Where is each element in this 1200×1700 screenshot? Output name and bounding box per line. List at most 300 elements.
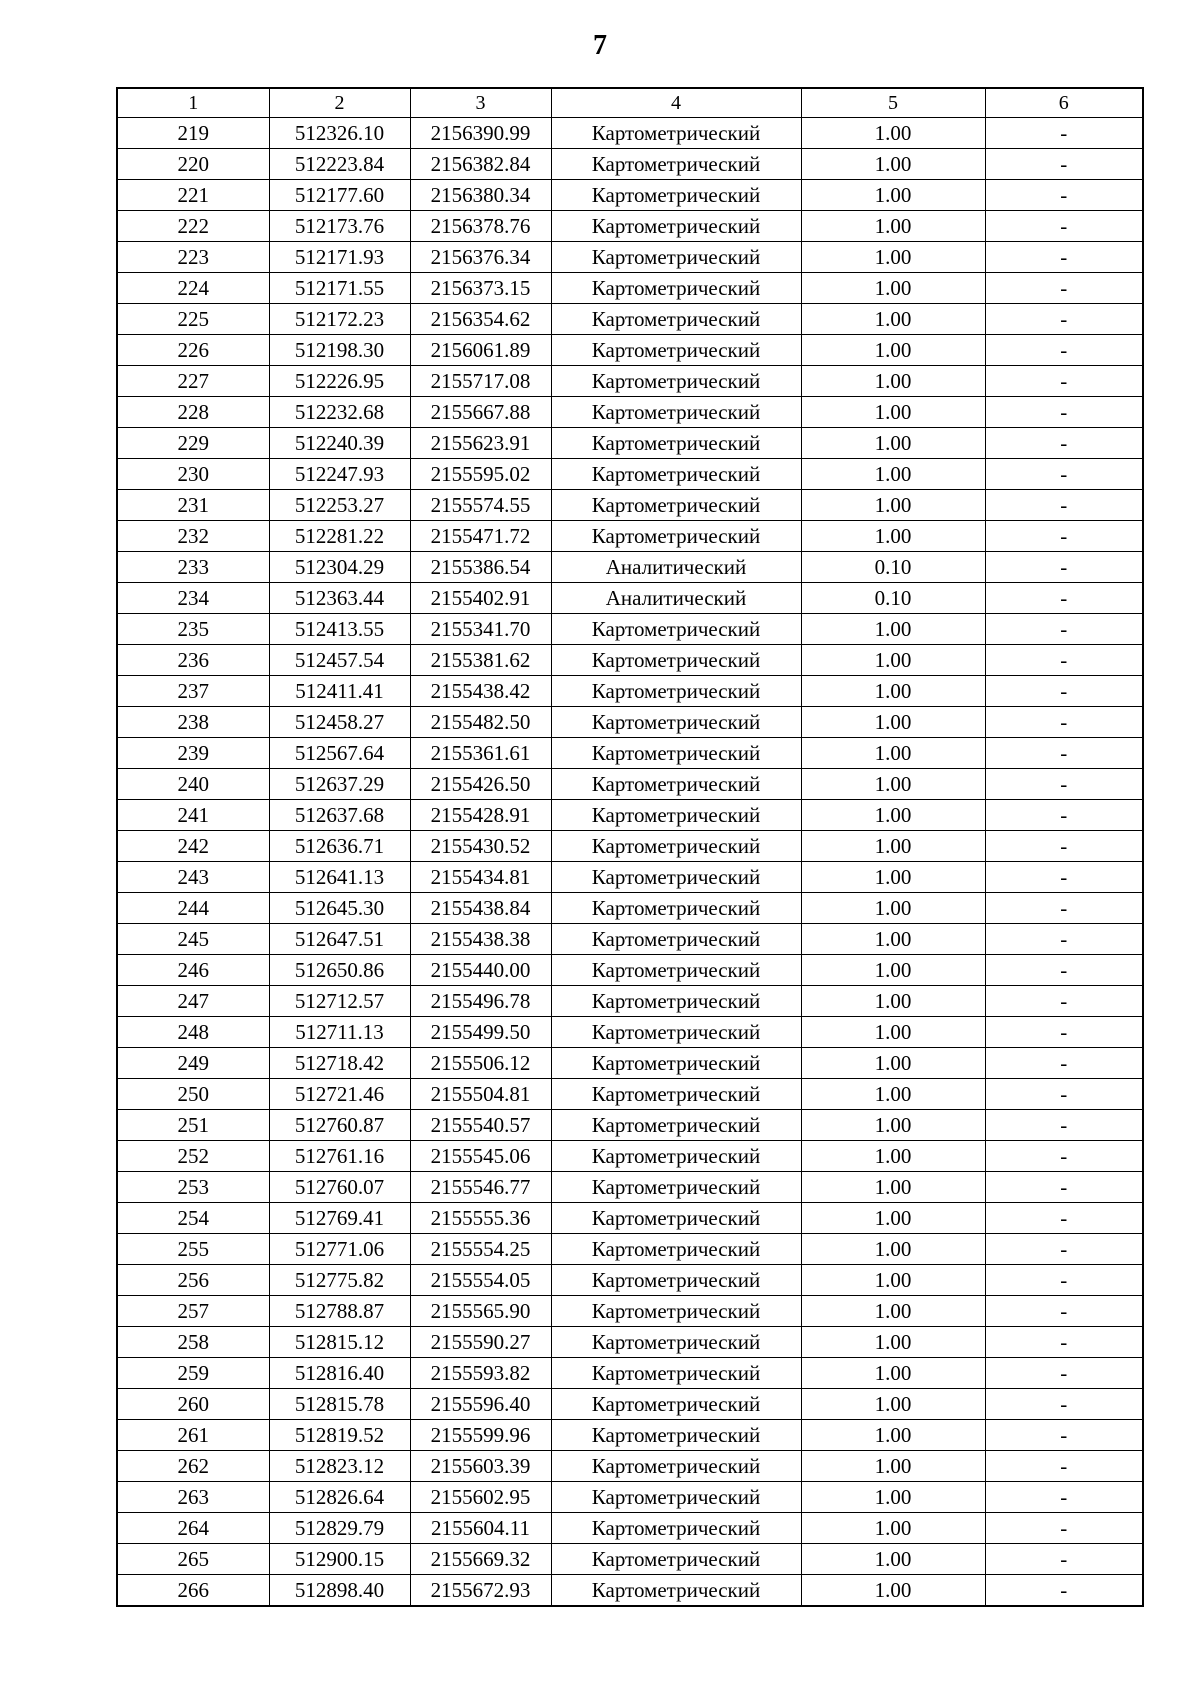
y-coordinate-cell: 2156354.62 — [410, 304, 551, 335]
x-coordinate-cell: 512636.71 — [269, 831, 410, 862]
point-number-cell: 250 — [117, 1079, 269, 1110]
y-coordinate-cell: 2155438.42 — [410, 676, 551, 707]
table-row — [117, 366, 1143, 397]
accuracy-cell: 1.00 — [801, 459, 985, 490]
table-row — [117, 1172, 1143, 1203]
accuracy-cell: 1.00 — [801, 366, 985, 397]
table-row — [117, 335, 1143, 366]
point-number-cell: 252 — [117, 1141, 269, 1172]
description-cell: - — [985, 118, 1143, 149]
description-cell: - — [985, 1327, 1143, 1358]
x-coordinate-cell: 512712.57 — [269, 986, 410, 1017]
x-coordinate-cell: 512788.87 — [269, 1296, 410, 1327]
method-cell: Картометрический — [551, 986, 801, 1017]
method-cell: Картометрический — [551, 521, 801, 552]
accuracy-cell: 1.00 — [801, 521, 985, 552]
table-row — [117, 1141, 1143, 1172]
table-row — [117, 738, 1143, 769]
description-cell: - — [985, 459, 1143, 490]
x-coordinate-cell: 512645.30 — [269, 893, 410, 924]
x-coordinate-cell: 512826.64 — [269, 1482, 410, 1513]
accuracy-cell: 1.00 — [801, 273, 985, 304]
description-cell: - — [985, 1141, 1143, 1172]
description-cell: - — [985, 800, 1143, 831]
point-number-cell: 226 — [117, 335, 269, 366]
point-number-cell: 259 — [117, 1358, 269, 1389]
description-cell: - — [985, 521, 1143, 552]
table-row — [117, 1420, 1143, 1451]
description-cell: - — [985, 862, 1143, 893]
accuracy-cell: 1.00 — [801, 893, 985, 924]
x-coordinate-cell: 512172.23 — [269, 304, 410, 335]
description-cell: - — [985, 583, 1143, 614]
table-row — [117, 521, 1143, 552]
method-cell: Картометрический — [551, 428, 801, 459]
method-cell: Картометрический — [551, 180, 801, 211]
method-cell: Картометрический — [551, 397, 801, 428]
accuracy-cell: 1.00 — [801, 831, 985, 862]
x-coordinate-cell: 512637.68 — [269, 800, 410, 831]
accuracy-cell: 1.00 — [801, 1451, 985, 1482]
y-coordinate-cell: 2155499.50 — [410, 1017, 551, 1048]
description-cell: - — [985, 1296, 1143, 1327]
method-cell: Картометрический — [551, 1389, 801, 1420]
description-cell: - — [985, 1265, 1143, 1296]
x-coordinate-cell: 512815.12 — [269, 1327, 410, 1358]
method-cell: Картометрический — [551, 1141, 801, 1172]
column-header: 4 — [551, 88, 801, 118]
accuracy-cell: 1.00 — [801, 1172, 985, 1203]
y-coordinate-cell: 2155667.88 — [410, 397, 551, 428]
x-coordinate-cell: 512641.13 — [269, 862, 410, 893]
table-row — [117, 1482, 1143, 1513]
accuracy-cell: 1.00 — [801, 707, 985, 738]
accuracy-cell: 1.00 — [801, 1420, 985, 1451]
point-number-cell: 258 — [117, 1327, 269, 1358]
y-coordinate-cell: 2155426.50 — [410, 769, 551, 800]
column-header: 6 — [985, 88, 1143, 118]
y-coordinate-cell: 2155361.61 — [410, 738, 551, 769]
description-cell: - — [985, 552, 1143, 583]
description-cell: - — [985, 1575, 1143, 1607]
y-coordinate-cell: 2155496.78 — [410, 986, 551, 1017]
column-header: 3 — [410, 88, 551, 118]
accuracy-cell: 1.00 — [801, 1389, 985, 1420]
description-cell: - — [985, 1110, 1143, 1141]
point-number-cell: 233 — [117, 552, 269, 583]
method-cell: Картометрический — [551, 1544, 801, 1575]
point-number-cell: 265 — [117, 1544, 269, 1575]
method-cell: Картометрический — [551, 1017, 801, 1048]
method-cell: Картометрический — [551, 1482, 801, 1513]
y-coordinate-cell: 2155574.55 — [410, 490, 551, 521]
point-number-cell: 219 — [117, 118, 269, 149]
description-cell: - — [985, 893, 1143, 924]
method-cell: Картометрический — [551, 149, 801, 180]
y-coordinate-cell: 2155595.02 — [410, 459, 551, 490]
x-coordinate-cell: 512177.60 — [269, 180, 410, 211]
table-row — [117, 459, 1143, 490]
y-coordinate-cell: 2156373.15 — [410, 273, 551, 304]
y-coordinate-cell: 2155596.40 — [410, 1389, 551, 1420]
table-row — [117, 242, 1143, 273]
description-cell: - — [985, 211, 1143, 242]
x-coordinate-cell: 512760.07 — [269, 1172, 410, 1203]
method-cell: Картометрический — [551, 955, 801, 986]
x-coordinate-cell: 512198.30 — [269, 335, 410, 366]
y-coordinate-cell: 2155604.11 — [410, 1513, 551, 1544]
accuracy-cell: 1.00 — [801, 1017, 985, 1048]
accuracy-cell: 1.00 — [801, 397, 985, 428]
y-coordinate-cell: 2155440.00 — [410, 955, 551, 986]
method-cell: Картометрический — [551, 1079, 801, 1110]
x-coordinate-cell: 512411.41 — [269, 676, 410, 707]
method-cell: Картометрический — [551, 1172, 801, 1203]
table-row — [117, 1544, 1143, 1575]
y-coordinate-cell: 2155402.91 — [410, 583, 551, 614]
description-cell: - — [985, 180, 1143, 211]
description-cell: - — [985, 1172, 1143, 1203]
table-row — [117, 304, 1143, 335]
description-cell: - — [985, 490, 1143, 521]
description-cell: - — [985, 645, 1143, 676]
description-cell: - — [985, 831, 1143, 862]
y-coordinate-cell: 2156382.84 — [410, 149, 551, 180]
x-coordinate-cell: 512823.12 — [269, 1451, 410, 1482]
table-row — [117, 831, 1143, 862]
point-number-cell: 240 — [117, 769, 269, 800]
accuracy-cell: 1.00 — [801, 1110, 985, 1141]
x-coordinate-cell: 512829.79 — [269, 1513, 410, 1544]
y-coordinate-cell: 2155504.81 — [410, 1079, 551, 1110]
x-coordinate-cell: 512173.76 — [269, 211, 410, 242]
y-coordinate-cell: 2155590.27 — [410, 1327, 551, 1358]
table-row — [117, 986, 1143, 1017]
table-row — [117, 924, 1143, 955]
method-cell: Картометрический — [551, 645, 801, 676]
point-number-cell: 248 — [117, 1017, 269, 1048]
method-cell: Картометрический — [551, 769, 801, 800]
method-cell: Картометрический — [551, 831, 801, 862]
point-number-cell: 256 — [117, 1265, 269, 1296]
x-coordinate-cell: 512458.27 — [269, 707, 410, 738]
point-number-cell: 238 — [117, 707, 269, 738]
accuracy-cell: 1.00 — [801, 1048, 985, 1079]
method-cell: Картометрический — [551, 893, 801, 924]
x-coordinate-cell: 512171.93 — [269, 242, 410, 273]
point-number-cell: 230 — [117, 459, 269, 490]
description-cell: - — [985, 1513, 1143, 1544]
accuracy-cell: 1.00 — [801, 1544, 985, 1575]
table-row — [117, 1203, 1143, 1234]
point-number-cell: 231 — [117, 490, 269, 521]
method-cell: Картометрический — [551, 1265, 801, 1296]
point-number-cell: 224 — [117, 273, 269, 304]
method-cell: Картометрический — [551, 738, 801, 769]
method-cell: Картометрический — [551, 1203, 801, 1234]
method-cell: Картометрический — [551, 490, 801, 521]
description-cell: - — [985, 707, 1143, 738]
x-coordinate-cell: 512223.84 — [269, 149, 410, 180]
accuracy-cell: 1.00 — [801, 676, 985, 707]
accuracy-cell: 1.00 — [801, 1296, 985, 1327]
accuracy-cell: 1.00 — [801, 149, 985, 180]
x-coordinate-cell: 512240.39 — [269, 428, 410, 459]
description-cell: - — [985, 986, 1143, 1017]
point-number-cell: 261 — [117, 1420, 269, 1451]
point-number-cell: 225 — [117, 304, 269, 335]
point-number-cell: 220 — [117, 149, 269, 180]
header-row — [117, 88, 1143, 118]
y-coordinate-cell: 2155672.93 — [410, 1575, 551, 1607]
x-coordinate-cell: 512760.87 — [269, 1110, 410, 1141]
accuracy-cell: 1.00 — [801, 614, 985, 645]
point-number-cell: 243 — [117, 862, 269, 893]
table-row — [117, 273, 1143, 304]
x-coordinate-cell: 512567.64 — [269, 738, 410, 769]
table-row — [117, 1327, 1143, 1358]
table-row — [117, 614, 1143, 645]
point-number-cell: 257 — [117, 1296, 269, 1327]
point-number-cell: 237 — [117, 676, 269, 707]
description-cell: - — [985, 1420, 1143, 1451]
point-number-cell: 227 — [117, 366, 269, 397]
y-coordinate-cell: 2155565.90 — [410, 1296, 551, 1327]
x-coordinate-cell: 512637.29 — [269, 769, 410, 800]
coordinates-table — [116, 87, 1144, 1607]
point-number-cell: 263 — [117, 1482, 269, 1513]
y-coordinate-cell: 2155554.05 — [410, 1265, 551, 1296]
description-cell: - — [985, 1048, 1143, 1079]
accuracy-cell: 1.00 — [801, 118, 985, 149]
method-cell: Картометрический — [551, 242, 801, 273]
accuracy-cell: 1.00 — [801, 335, 985, 366]
y-coordinate-cell: 2155593.82 — [410, 1358, 551, 1389]
description-cell: - — [985, 955, 1143, 986]
y-coordinate-cell: 2155623.91 — [410, 428, 551, 459]
page-number: 7 — [593, 30, 607, 61]
method-cell: Картометрический — [551, 273, 801, 304]
description-cell: - — [985, 242, 1143, 273]
accuracy-cell: 1.00 — [801, 304, 985, 335]
table-row — [117, 397, 1143, 428]
y-coordinate-cell: 2156390.99 — [410, 118, 551, 149]
point-number-cell: 260 — [117, 1389, 269, 1420]
table-row — [117, 118, 1143, 149]
description-cell: - — [985, 1203, 1143, 1234]
y-coordinate-cell: 2156378.76 — [410, 211, 551, 242]
x-coordinate-cell: 512650.86 — [269, 955, 410, 986]
x-coordinate-cell: 512326.10 — [269, 118, 410, 149]
accuracy-cell: 1.00 — [801, 1141, 985, 1172]
point-number-cell: 264 — [117, 1513, 269, 1544]
description-cell: - — [985, 676, 1143, 707]
point-number-cell: 247 — [117, 986, 269, 1017]
x-coordinate-cell: 512721.46 — [269, 1079, 410, 1110]
y-coordinate-cell: 2155602.95 — [410, 1482, 551, 1513]
table-row — [117, 583, 1143, 614]
method-cell: Картометрический — [551, 924, 801, 955]
x-coordinate-cell: 512816.40 — [269, 1358, 410, 1389]
y-coordinate-cell: 2155555.36 — [410, 1203, 551, 1234]
description-cell: - — [985, 1017, 1143, 1048]
method-cell: Картометрический — [551, 118, 801, 149]
description-cell: - — [985, 1451, 1143, 1482]
accuracy-cell: 1.00 — [801, 1513, 985, 1544]
y-coordinate-cell: 2155434.81 — [410, 862, 551, 893]
x-coordinate-cell: 512819.52 — [269, 1420, 410, 1451]
x-coordinate-cell: 512647.51 — [269, 924, 410, 955]
accuracy-cell: 1.00 — [801, 738, 985, 769]
column-header: 5 — [801, 88, 985, 118]
x-coordinate-cell: 512226.95 — [269, 366, 410, 397]
table-row — [117, 552, 1143, 583]
table-row — [117, 1079, 1143, 1110]
description-cell: - — [985, 738, 1143, 769]
table-row — [117, 1513, 1143, 1544]
accuracy-cell: 1.00 — [801, 769, 985, 800]
table-row — [117, 1296, 1143, 1327]
method-cell: Картометрический — [551, 1513, 801, 1544]
description-cell: - — [985, 924, 1143, 955]
column-header: 1 — [117, 88, 269, 118]
method-cell: Картометрический — [551, 1451, 801, 1482]
description-cell: - — [985, 614, 1143, 645]
method-cell: Картометрический — [551, 1327, 801, 1358]
table-row — [117, 428, 1143, 459]
point-number-cell: 235 — [117, 614, 269, 645]
accuracy-cell: 1.00 — [801, 1358, 985, 1389]
point-number-cell: 245 — [117, 924, 269, 955]
table-row — [117, 1451, 1143, 1482]
point-number-cell: 232 — [117, 521, 269, 552]
table-row — [117, 1358, 1143, 1389]
description-cell: - — [985, 1234, 1143, 1265]
table-row — [117, 707, 1143, 738]
method-cell: Картометрический — [551, 676, 801, 707]
accuracy-cell: 1.00 — [801, 1575, 985, 1607]
method-cell: Картометрический — [551, 1358, 801, 1389]
x-coordinate-cell: 512171.55 — [269, 273, 410, 304]
accuracy-cell: 1.00 — [801, 924, 985, 955]
point-number-cell: 251 — [117, 1110, 269, 1141]
table-row — [117, 1110, 1143, 1141]
table-row — [117, 676, 1143, 707]
y-coordinate-cell: 2155506.12 — [410, 1048, 551, 1079]
accuracy-cell: 1.00 — [801, 1327, 985, 1358]
point-number-cell: 266 — [117, 1575, 269, 1607]
accuracy-cell: 1.00 — [801, 1482, 985, 1513]
y-coordinate-cell: 2155603.39 — [410, 1451, 551, 1482]
description-cell: - — [985, 1389, 1143, 1420]
point-number-cell: 236 — [117, 645, 269, 676]
y-coordinate-cell: 2155540.57 — [410, 1110, 551, 1141]
table-row — [117, 1575, 1143, 1607]
point-number-cell: 221 — [117, 180, 269, 211]
table-row — [117, 490, 1143, 521]
accuracy-cell: 1.00 — [801, 428, 985, 459]
x-coordinate-cell: 512815.78 — [269, 1389, 410, 1420]
table-row — [117, 862, 1143, 893]
description-cell: - — [985, 304, 1143, 335]
method-cell: Картометрический — [551, 800, 801, 831]
table-row — [117, 800, 1143, 831]
description-cell: - — [985, 428, 1143, 459]
point-number-cell: 223 — [117, 242, 269, 273]
point-number-cell: 255 — [117, 1234, 269, 1265]
method-cell: Картометрический — [551, 335, 801, 366]
x-coordinate-cell: 512232.68 — [269, 397, 410, 428]
method-cell: Картометрический — [551, 707, 801, 738]
point-number-cell: 253 — [117, 1172, 269, 1203]
point-number-cell: 239 — [117, 738, 269, 769]
accuracy-cell: 1.00 — [801, 862, 985, 893]
description-cell: - — [985, 273, 1143, 304]
column-header: 2 — [269, 88, 410, 118]
table-row — [117, 1265, 1143, 1296]
accuracy-cell: 1.00 — [801, 986, 985, 1017]
y-coordinate-cell: 2156061.89 — [410, 335, 551, 366]
accuracy-cell: 0.10 — [801, 552, 985, 583]
x-coordinate-cell: 512900.15 — [269, 1544, 410, 1575]
y-coordinate-cell: 2155428.91 — [410, 800, 551, 831]
description-cell: - — [985, 1079, 1143, 1110]
method-cell: Картометрический — [551, 366, 801, 397]
table-row — [117, 1017, 1143, 1048]
y-coordinate-cell: 2155717.08 — [410, 366, 551, 397]
description-cell: - — [985, 1544, 1143, 1575]
method-cell: Картометрический — [551, 459, 801, 490]
table-row — [117, 149, 1143, 180]
method-cell: Картометрический — [551, 1048, 801, 1079]
accuracy-cell: 1.00 — [801, 1079, 985, 1110]
x-coordinate-cell: 512711.13 — [269, 1017, 410, 1048]
method-cell: Аналитический — [551, 583, 801, 614]
point-number-cell: 241 — [117, 800, 269, 831]
table-body — [117, 118, 1143, 1607]
point-number-cell: 246 — [117, 955, 269, 986]
point-number-cell: 234 — [117, 583, 269, 614]
table-row — [117, 211, 1143, 242]
x-coordinate-cell: 512253.27 — [269, 490, 410, 521]
description-cell: - — [985, 335, 1143, 366]
accuracy-cell: 1.00 — [801, 645, 985, 676]
point-number-cell: 254 — [117, 1203, 269, 1234]
x-coordinate-cell: 512769.41 — [269, 1203, 410, 1234]
y-coordinate-cell: 2156380.34 — [410, 180, 551, 211]
x-coordinate-cell: 512761.16 — [269, 1141, 410, 1172]
method-cell: Картометрический — [551, 1420, 801, 1451]
y-coordinate-cell: 2155430.52 — [410, 831, 551, 862]
method-cell: Аналитический — [551, 552, 801, 583]
description-cell: - — [985, 397, 1143, 428]
accuracy-cell: 1.00 — [801, 1234, 985, 1265]
method-cell: Картометрический — [551, 211, 801, 242]
x-coordinate-cell: 512771.06 — [269, 1234, 410, 1265]
x-coordinate-cell: 512775.82 — [269, 1265, 410, 1296]
y-coordinate-cell: 2155669.32 — [410, 1544, 551, 1575]
accuracy-cell: 1.00 — [801, 180, 985, 211]
y-coordinate-cell: 2155599.96 — [410, 1420, 551, 1451]
method-cell: Картометрический — [551, 614, 801, 645]
accuracy-cell: 1.00 — [801, 490, 985, 521]
y-coordinate-cell: 2155546.77 — [410, 1172, 551, 1203]
accuracy-cell: 1.00 — [801, 1265, 985, 1296]
y-coordinate-cell: 2155386.54 — [410, 552, 551, 583]
point-number-cell: 222 — [117, 211, 269, 242]
x-coordinate-cell: 512898.40 — [269, 1575, 410, 1607]
point-number-cell: 229 — [117, 428, 269, 459]
